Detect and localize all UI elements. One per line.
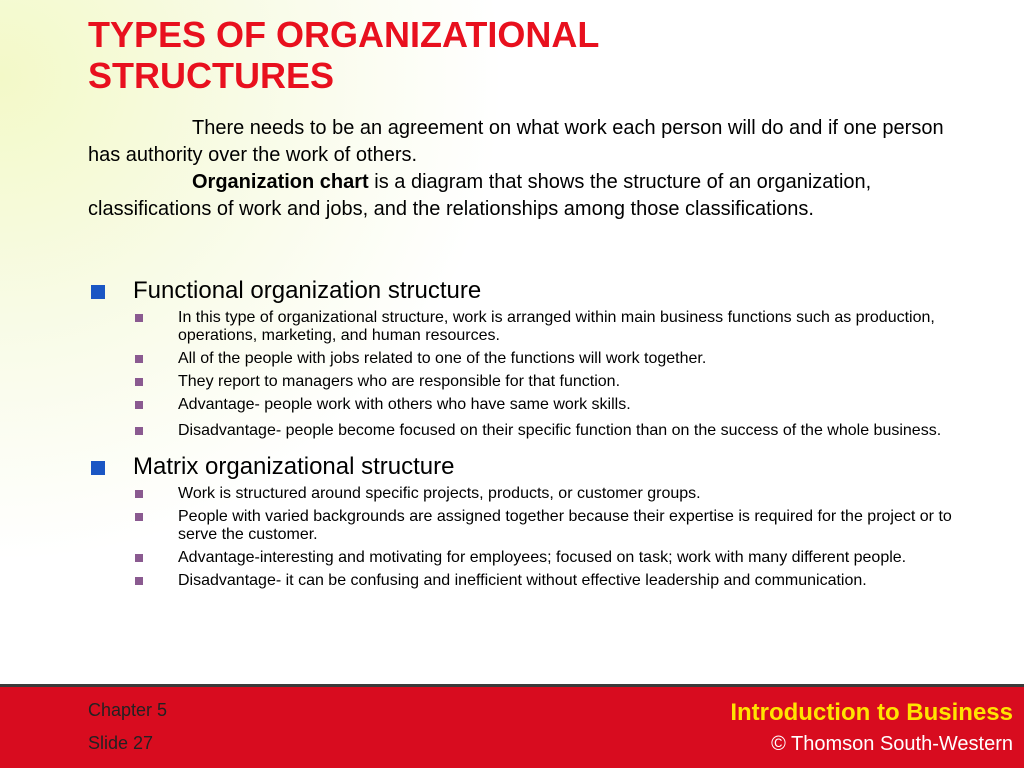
square-bullet-icon <box>135 427 143 435</box>
section-heading-text: Functional organization structure <box>133 277 482 304</box>
slide-footer <box>0 684 1024 768</box>
bullet-item <box>88 350 968 368</box>
section-matrix <box>88 452 968 590</box>
bullet-item <box>88 309 968 345</box>
intro-paragraph-2 <box>88 169 958 223</box>
slide-number: Slide 27 <box>88 733 154 753</box>
bullet-item <box>88 373 968 391</box>
slide-title <box>88 14 599 96</box>
square-bullet-icon <box>135 314 143 322</box>
organization-chart-term: Organization chart <box>192 171 369 193</box>
bullet-item <box>88 419 968 443</box>
bullet-text: Disadvantage- people become focused on their specific function than on the success of the whole business. <box>178 422 942 439</box>
bullet-text: Disadvantage- it can be confusing and inefficient without effective leadership and communication. <box>178 572 867 589</box>
square-bullet-icon <box>135 577 143 585</box>
square-bullet-icon <box>135 490 143 498</box>
bullet-text: People with varied backgrounds are assigned together because their expertise is required for the project or to serve the customer. <box>178 508 952 543</box>
bullet-text: Advantage- people work with others who have same work skills. <box>178 396 631 413</box>
course-title: Introduction to Business <box>730 699 1013 726</box>
intro-paragraph-2-text: is a diagram that shows the structure of an organization, classifications of work and jobs, and the relationships among those classifications. <box>88 171 872 220</box>
bullet-item <box>88 549 968 567</box>
bullet-list <box>88 485 968 590</box>
bullet-text: All of the people with jobs related to one of the functions will work together. <box>178 350 707 367</box>
bullet-list <box>88 309 968 443</box>
bullet-text: Advantage-interesting and motivating for employees; focused on task; work with many different people. <box>178 549 907 566</box>
slide-content <box>88 276 968 599</box>
square-bullet-icon <box>91 461 105 475</box>
bullet-text: They report to managers who are responsible for that function. <box>178 373 621 390</box>
bullet-item <box>88 572 968 590</box>
square-bullet-icon <box>135 355 143 363</box>
slide-title-line-2: STRUCTURES <box>88 55 335 96</box>
chapter-label: Chapter 5 <box>88 700 168 720</box>
bullet-text: Work is structured around specific projects, products, or customer groups. <box>178 485 701 502</box>
square-bullet-icon <box>135 554 143 562</box>
bullet-item <box>88 508 968 544</box>
square-bullet-icon <box>135 378 143 386</box>
section-heading <box>88 276 968 306</box>
copyright-notice: © Thomson South-Western <box>771 733 1013 755</box>
section-heading <box>88 452 968 482</box>
square-bullet-icon <box>135 401 143 409</box>
bullet-text: In this type of organizational structure, work is arranged within main business functions such as production, operations, marketing, and human resources. <box>178 309 935 344</box>
bullet-item <box>88 485 968 503</box>
section-functional <box>88 276 968 443</box>
intro-paragraph-1 <box>88 115 958 169</box>
bullet-item <box>88 396 968 414</box>
square-bullet-icon <box>135 513 143 521</box>
slide-title-line-1: TYPES OF ORGANIZATIONAL <box>88 14 600 55</box>
intro-text <box>88 115 958 223</box>
square-bullet-icon <box>91 285 105 299</box>
section-heading-text: Matrix organizational structure <box>133 453 455 480</box>
intro-paragraph-1-text: There needs to be an agreement on what work each person will do and if one person has authority over the work of others. <box>88 117 944 166</box>
